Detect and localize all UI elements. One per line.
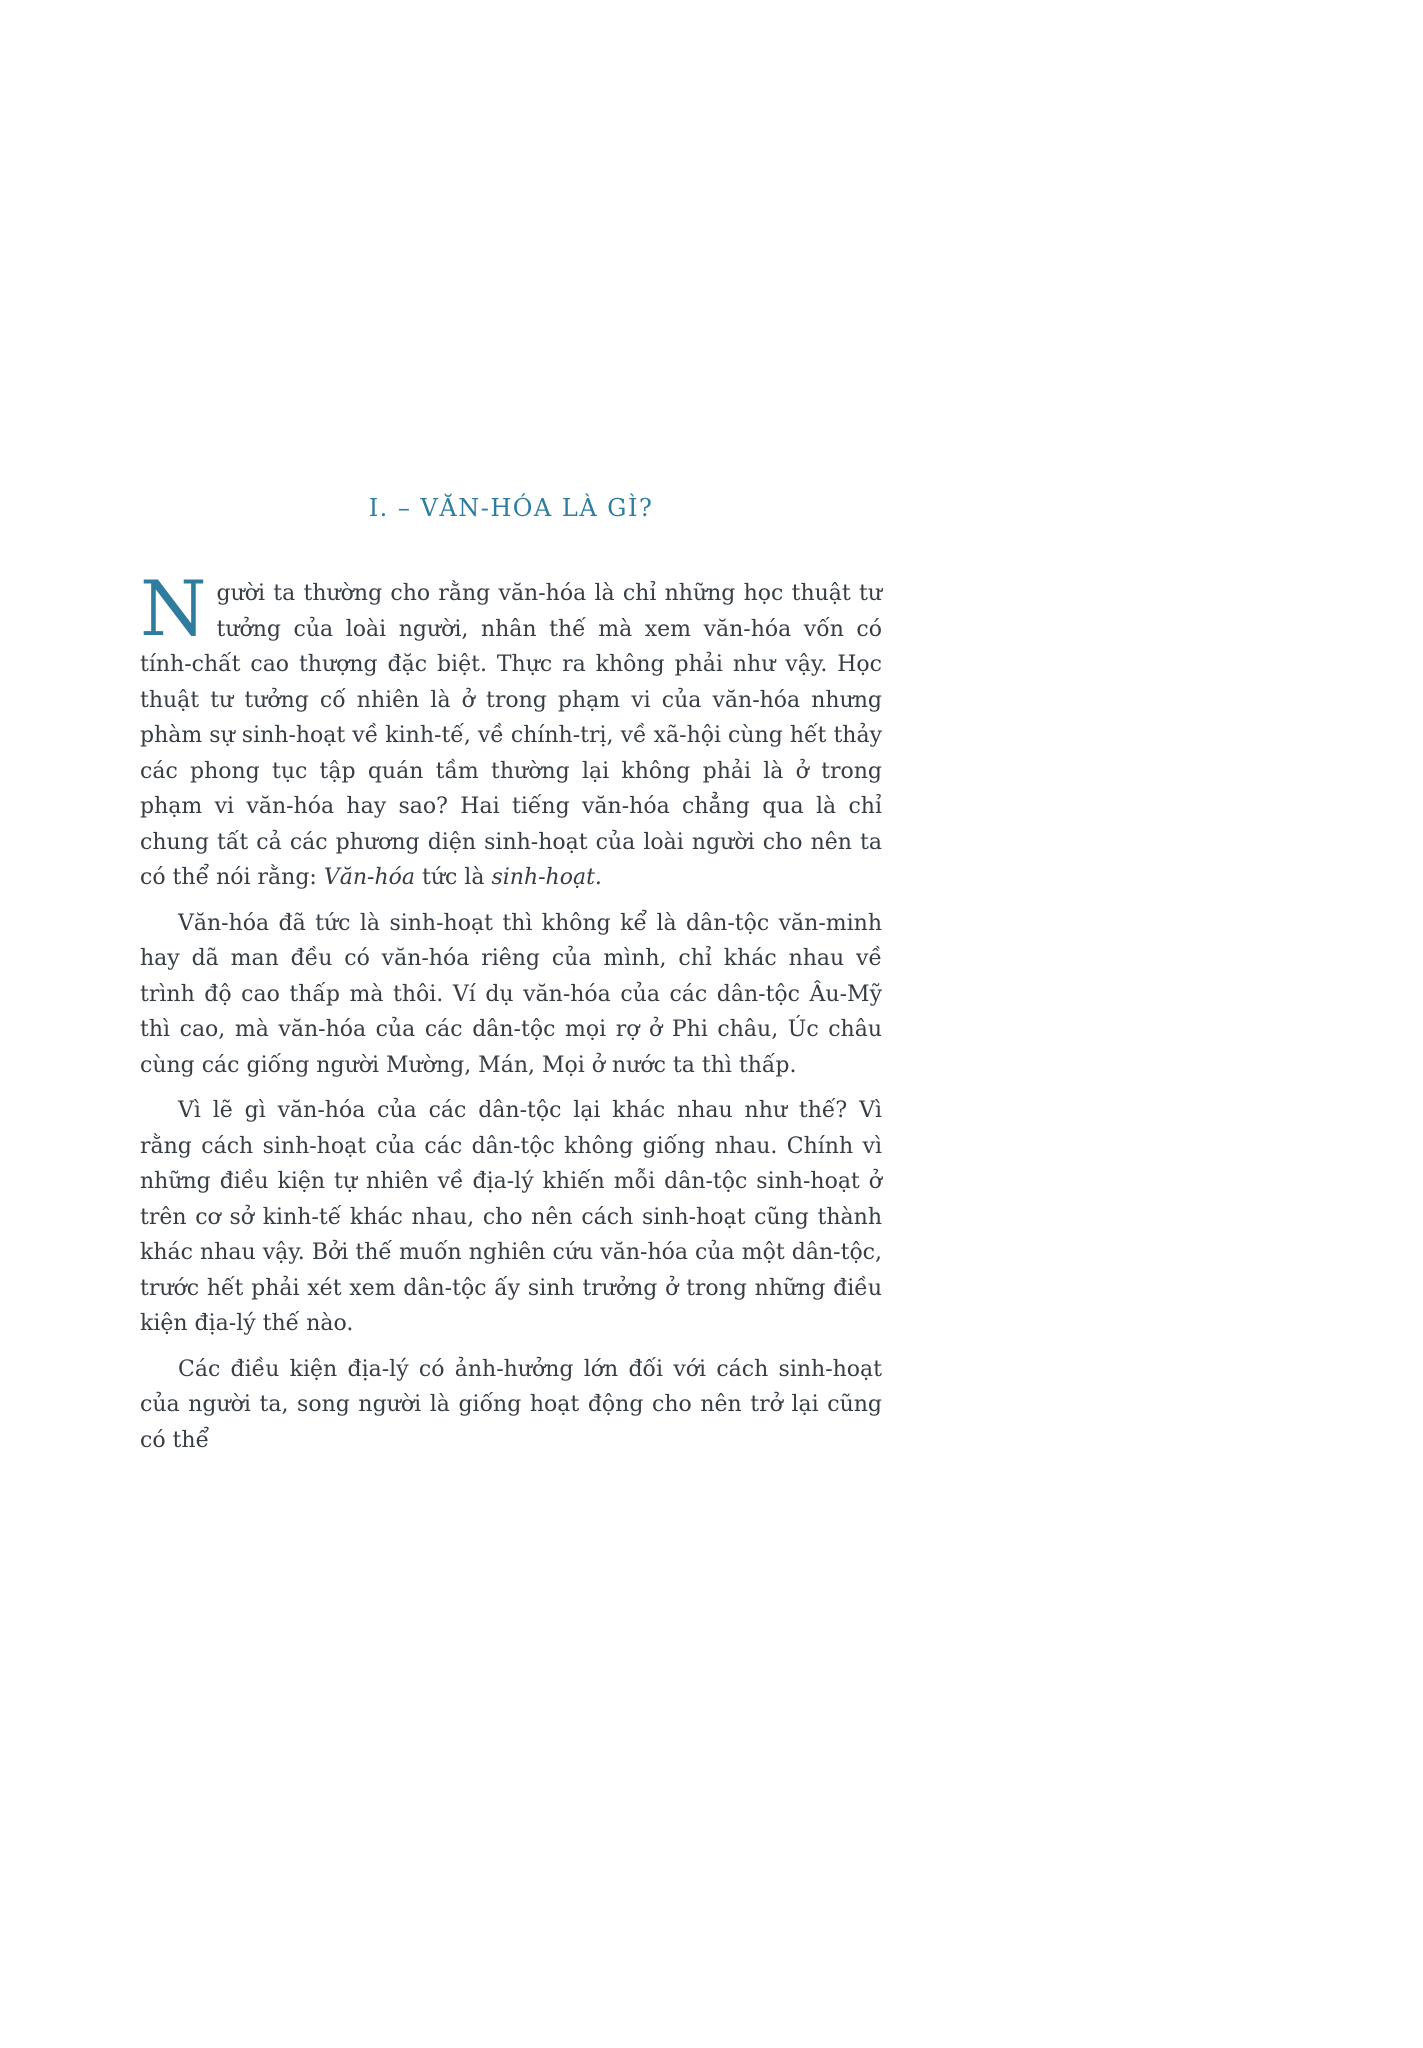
drop-cap: N — [140, 564, 207, 653]
paragraph — [140, 564, 882, 896]
text-block — [140, 564, 882, 1468]
text-segment: Văn-hóa — [323, 865, 415, 890]
text-segment: gười ta thường cho rằng văn-hóa là chỉ những học thuật tư tưởng của loài người, nhân thế mà xem văn-hóa vốn có tính-chất cao thượng đặc biệt. Thực ra không phải như vậy. Học thuật tư tưởng cố nhiên là ở trong phạm vi của văn-hóa nhưng phàm sự sinh-hoạt về kinh-tế, về chính-trị, về xã-hội cùng hết thảy các phong tục tập quán tầm thường lại không phải là ở trong phạm vi văn-hóa hay sao? Hai tiếng văn-hóa chẳng qua là chỉ chung tất cả các phương diện sinh-hoạt của loài người cho nên ta có thể nói rằng: — [140, 581, 882, 890]
text-segment: sinh-hoạt. — [491, 865, 602, 890]
paragraph — [140, 1352, 882, 1459]
text-segment: tức là — [414, 865, 492, 890]
text-segment: Các điều kiện địa-lý có ảnh-hưởng lớn đối với cách sinh-hoạt của người ta, song người là giống hoạt động cho nên trở lại cũng có thể — [140, 1356, 882, 1453]
text-segment: Vì lẽ gì văn-hóa của các dân-tộc lại khác nhau như thế? Vì rằng cách sinh-hoạt của các dân-tộc không giống nhau. Chính vì những điều kiện tự nhiên về địa-lý khiến mỗi dân-tộc sinh-hoạt ở trên cơ sở kinh-tế khác nhau, cho nên cách sinh-hoạt cũng thành khác nhau vậy. Bởi thế muốn nghiên cứu văn-hóa của một dân-tộc, trước hết phải xét xem dân-tộc ấy sinh trưởng ở trong những điều kiện địa-lý thế nào. — [140, 1098, 882, 1336]
text-segment: Văn-hóa đã tức là sinh-hoạt thì không kể là dân-tộc văn-minh hay dã man đều có văn-hóa riêng của mình, chỉ khác nhau về trình độ cao thấp mà thôi. Ví dụ văn-hóa của các dân-tộc Âu-Mỹ thì cao, mà văn-hóa của các dân-tộc mọi rợ ở Phi châu, Úc châu cùng các giống người Mường, Mán, Mọi ở nước ta thì thấp. — [140, 910, 882, 1078]
paragraph — [140, 906, 882, 1084]
chapter-heading: I. – VĂN-HÓA LÀ GÌ? — [368, 494, 654, 522]
paragraph — [140, 1093, 882, 1342]
